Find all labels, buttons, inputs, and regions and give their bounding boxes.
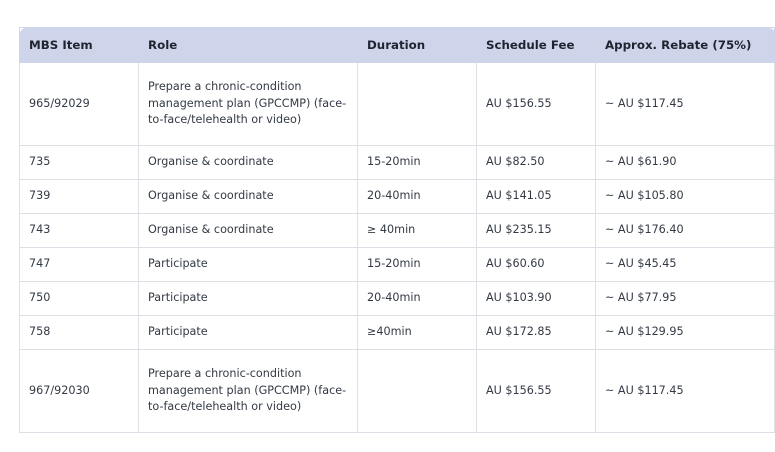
cell-duration: 20-40min (358, 282, 477, 316)
cell-mbs-item: 735 (20, 146, 139, 180)
cell-schedule-fee: AU $141.05 (477, 180, 596, 214)
cell-mbs-item: 967/92030 (20, 350, 139, 433)
cell-mbs-item: 747 (20, 248, 139, 282)
header-role: Role (139, 28, 358, 63)
cell-schedule-fee: AU $156.55 (477, 63, 596, 146)
cell-role: Participate (139, 316, 358, 350)
cell-approx-rebate: ~ AU $117.45 (596, 350, 775, 433)
cell-duration (358, 63, 477, 146)
cell-role: Prepare a chronic-condition management plan (GPCCMP) (face-to-face/telehealth or video) (139, 350, 358, 433)
header-duration: Duration (358, 28, 477, 63)
table-row (20, 63, 775, 146)
cell-role: Organise & coordinate (139, 146, 358, 180)
cell-role: Participate (139, 282, 358, 316)
cell-role: Organise & coordinate (139, 214, 358, 248)
cell-approx-rebate: ~ AU $45.45 (596, 248, 775, 282)
cell-schedule-fee: AU $172.85 (477, 316, 596, 350)
table-header (20, 28, 775, 63)
cell-schedule-fee: AU $235.15 (477, 214, 596, 248)
cell-role: Participate (139, 248, 358, 282)
mbs-fee-table-container (19, 27, 752, 433)
cell-duration: ≥ 40min (358, 214, 477, 248)
cell-approx-rebate: ~ AU $176.40 (596, 214, 775, 248)
cell-schedule-fee: AU $82.50 (477, 146, 596, 180)
cell-approx-rebate: ~ AU $129.95 (596, 316, 775, 350)
table-row (20, 248, 775, 282)
cell-approx-rebate: ~ AU $105.80 (596, 180, 775, 214)
header-schedule-fee: Schedule Fee (477, 28, 596, 63)
table-row (20, 350, 775, 433)
cell-duration: 15-20min (358, 248, 477, 282)
table-body (20, 63, 775, 433)
cell-mbs-item: 750 (20, 282, 139, 316)
cell-approx-rebate: ~ AU $77.95 (596, 282, 775, 316)
cell-approx-rebate: ~ AU $117.45 (596, 63, 775, 146)
cell-mbs-item: 743 (20, 214, 139, 248)
table-row (20, 316, 775, 350)
cell-schedule-fee: AU $103.90 (477, 282, 596, 316)
cell-duration: 20-40min (358, 180, 477, 214)
cell-duration (358, 350, 477, 433)
header-mbs-item: MBS Item (20, 28, 139, 63)
cell-role: Prepare a chronic-condition management plan (GPCCMP) (face-to-face/telehealth or video) (139, 63, 358, 146)
cell-duration: 15-20min (358, 146, 477, 180)
cell-mbs-item: 758 (20, 316, 139, 350)
table-row (20, 214, 775, 248)
header-approx-rebate: Approx. Rebate (75%) (596, 28, 775, 63)
mbs-fee-table (19, 27, 775, 433)
cell-mbs-item: 739 (20, 180, 139, 214)
cell-schedule-fee: AU $156.55 (477, 350, 596, 433)
cell-approx-rebate: ~ AU $61.90 (596, 146, 775, 180)
cell-mbs-item: 965/92029 (20, 63, 139, 146)
table-row (20, 146, 775, 180)
table-row (20, 282, 775, 316)
cell-role: Organise & coordinate (139, 180, 358, 214)
cell-duration: ≥40min (358, 316, 477, 350)
table-row (20, 180, 775, 214)
header-row (20, 28, 775, 63)
cell-schedule-fee: AU $60.60 (477, 248, 596, 282)
